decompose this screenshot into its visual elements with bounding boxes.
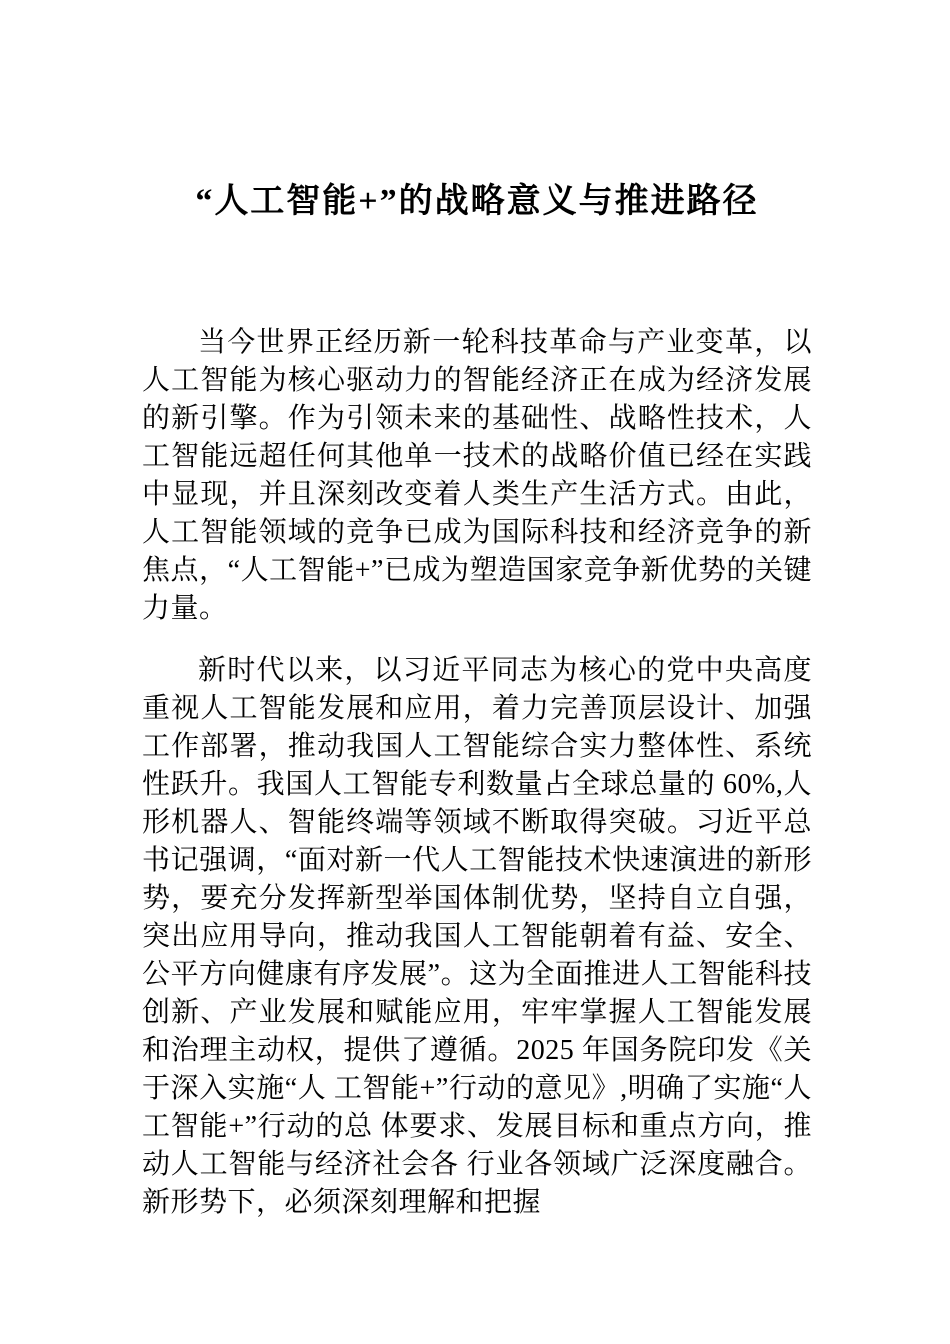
paragraph-1: 当今世界正经历新一轮科技革命与产业变革，以人工智能为核心驱动力的智能经济正在成为经济发展的新引擎。作为引领未来的基础性、战略性技术，人工智能远超任何其他单一技术的战略价值已经在实践中显现，并且深刻改变着人类生产生活方式。由此，人工智能领域的竞争已成为国际科技和经济竞争的新焦点，“人工智能+”已成为塑造国家竞争新优势的关键力量。 bbox=[142, 327, 812, 624]
paragraph-2: 新时代以来，以习近平同志为核心的党中央高度重视人工智能发展和应用，着力完善顶层设计、加强工作部署，推动我国人工智能综合实力整体性、系统性跃升。我国人工智能专利数量占全球总量的 60%,人形机器人、智能终端等领域不断取得突破。习近平总书记强调，“面对新一代人工智能技术快速演进的新形势，要充分发挥新型举国体制优势，坚持自立自强，突出应用导向，推动我国人工智能朝着有益、安全、公平方向健康有序发展”。这为全面推进人工智能科技创新、产业发展和赋能应用，牢牢掌握人工智能发展和治理主动权，提供了遵循。2025 年国务院印发《关于深入实施“人 工智能+”行动的意见》,明确了实施“人工智能+”行动的总 体要求、发展目标和重点方向，推动人工智能与经济社会各 行业各领域广泛深度融合。新形势下，必须深刻理解和把握 bbox=[142, 655, 812, 1218]
document-content bbox=[142, 0, 812, 1222]
page-title: “人工智能+”的战略意义与推进路径 bbox=[195, 183, 759, 220]
